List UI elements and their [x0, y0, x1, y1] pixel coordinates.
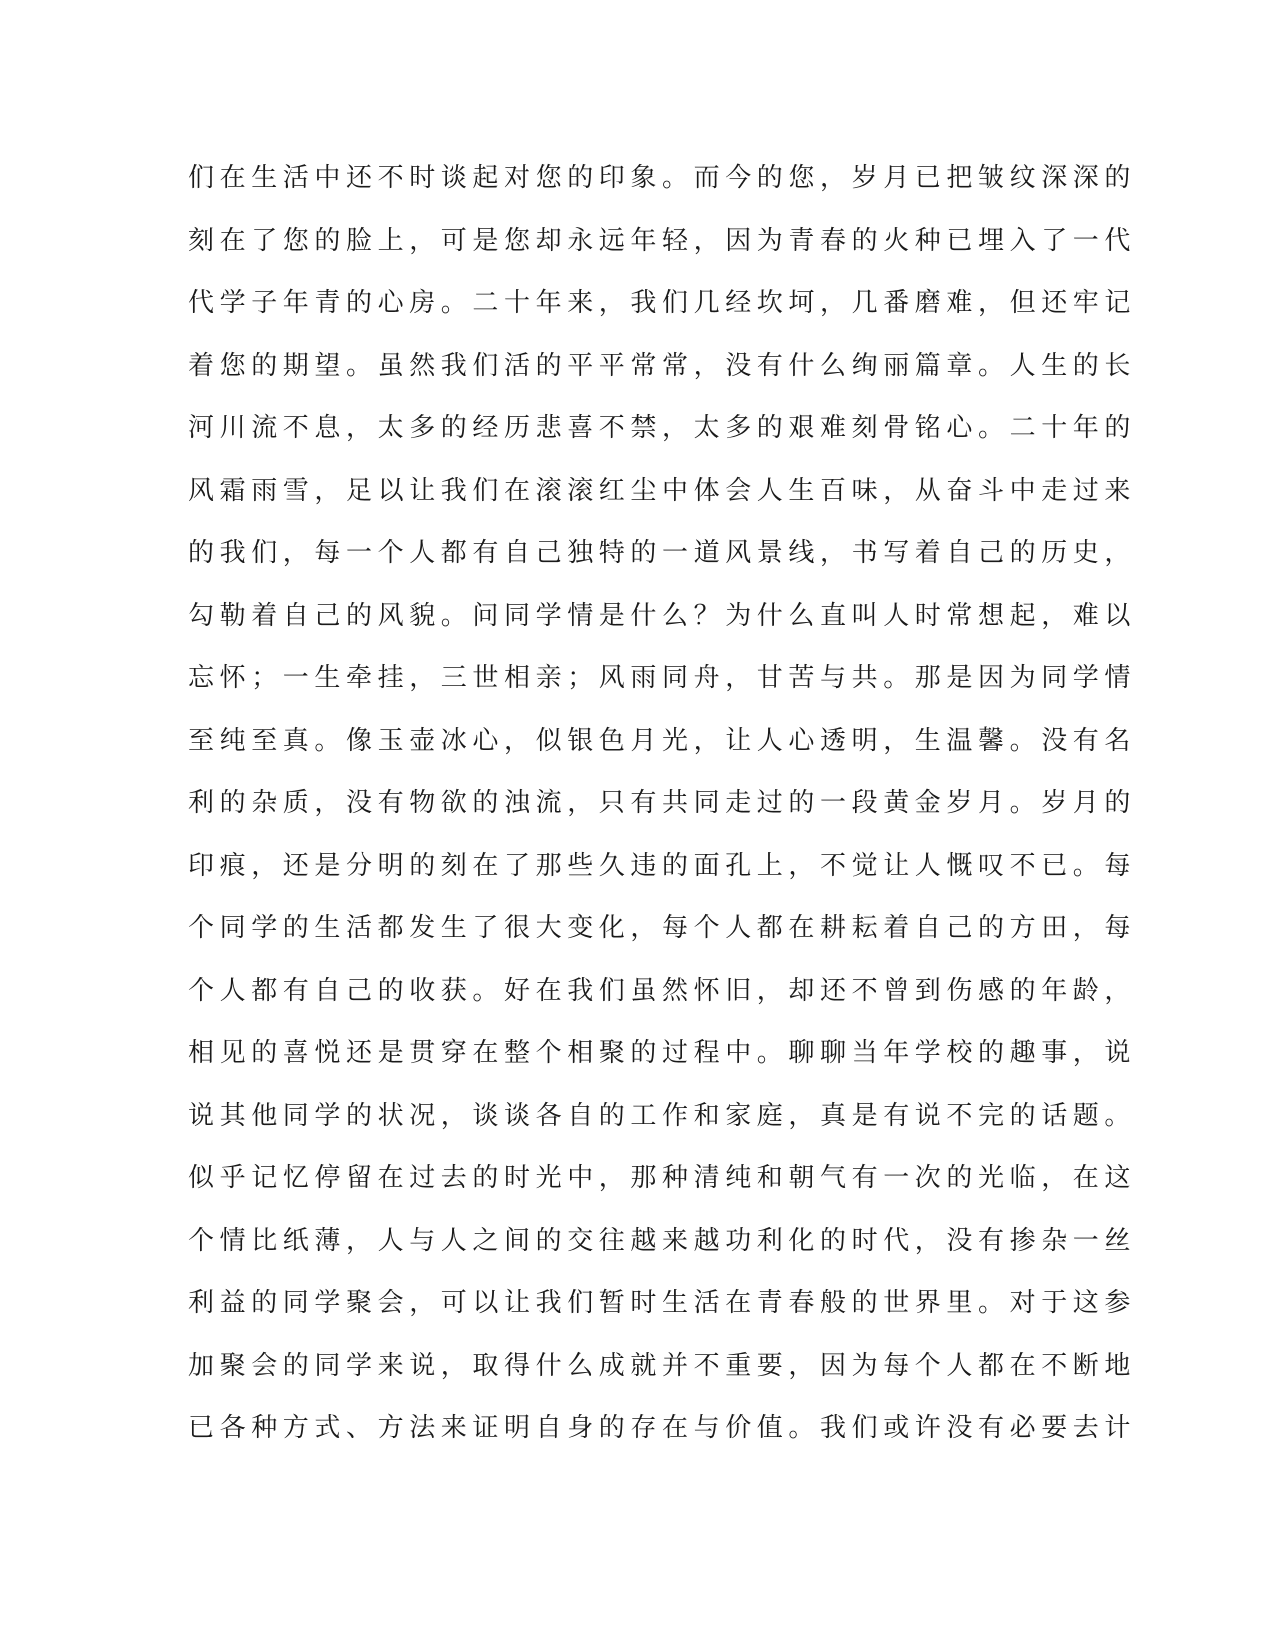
text-line: 刻在了您的脸上，可是您却永远年轻，因为青春的火种已埋入了一代 — [188, 225, 1137, 256]
text-line: 已各种方式、方法来证明自身的存在与价值。我们或许没有必要去计 — [188, 1413, 1137, 1443]
text-line: 个人都有自己的收获。好在我们虽然怀旧，却还不曾到伤感的年龄， — [188, 975, 1137, 1006]
text-line: 风霜雨雪，足以让我们在滚滚红尘中体会人生百味，从奋斗中走过来 — [188, 475, 1137, 506]
text-line: 忘怀；一生牵挂，三世相亲；风雨同舟，甘苦与共。那是因为同学情 — [188, 663, 1137, 693]
text-line: 的我们，每一个人都有自己独特的一道风景线，书写着自己的历史， — [188, 538, 1137, 568]
text-line: 印痕，还是分明的刻在了那些久违的面孔上，不觉让人慨叹不已。每 — [188, 850, 1137, 881]
text-line: 代学子年青的心房。二十年来，我们几经坎坷，几番磨难，但还牢记 — [188, 288, 1137, 318]
text-line: 个同学的生活都发生了很大变化，每个人都在耕耘着自己的方田，每 — [188, 913, 1137, 943]
text-line: 至纯至真。像玉壶冰心，似银色月光，让人心透明，生温馨。没有名 — [188, 725, 1137, 756]
text-line: 河川流不息，太多的经历悲喜不禁，太多的艰难刻骨铭心。二十年的 — [188, 413, 1137, 443]
text-line: 勾勒着自己的风貌。问同学情是什么？为什么直叫人时常想起，难以 — [188, 600, 1137, 631]
text-line: 说其他同学的状况，谈谈各自的工作和家庭，真是有说不完的话题。 — [188, 1100, 1137, 1131]
text-line: 个情比纸薄，人与人之间的交往越来越功利化的时代，没有掺杂一丝 — [188, 1225, 1137, 1256]
text-line: 着您的期望。虽然我们活的平平常常，没有什么绚丽篇章。人生的长 — [188, 350, 1137, 381]
text-line: 相见的喜悦还是贯穿在整个相聚的过程中。聊聊当年学校的趣事，说 — [188, 1038, 1137, 1068]
text-line: 利的杂质，没有物欲的浊流，只有共同走过的一段黄金岁月。岁月的 — [188, 788, 1137, 818]
body-text — [188, 163, 1137, 1476]
text-line: 加聚会的同学来说，取得什么成就并不重要，因为每个人都在不断地 — [188, 1350, 1137, 1381]
text-line: 利益的同学聚会，可以让我们暂时生活在青春般的世界里。对于这参 — [188, 1288, 1137, 1318]
text-line: 们在生活中还不时谈起对您的印象。而今的您，岁月已把皱纹深深的 — [188, 163, 1137, 193]
text-line: 似乎记忆停留在过去的时光中，那种清纯和朝气有一次的光临，在这 — [188, 1163, 1137, 1193]
